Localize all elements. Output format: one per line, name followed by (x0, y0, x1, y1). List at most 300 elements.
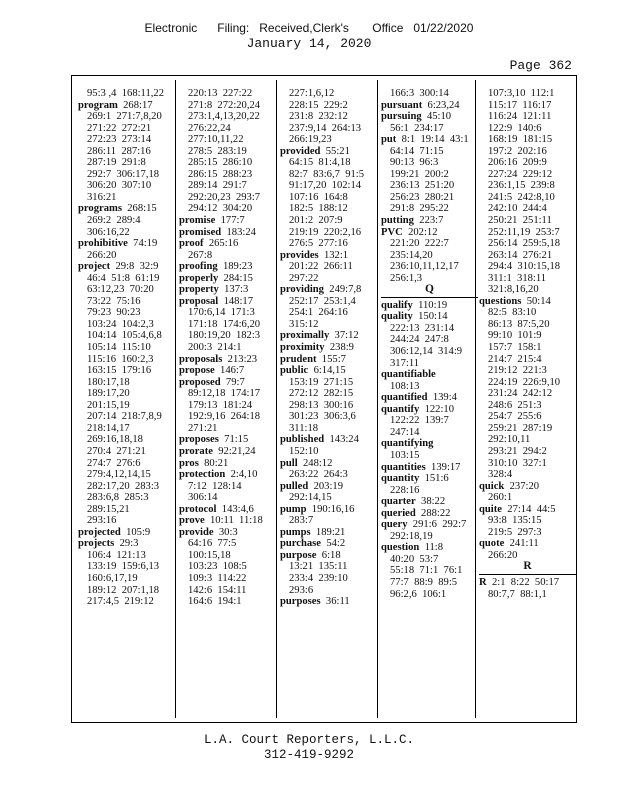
index-term: propose (179, 365, 215, 377)
index-refs: 139:17 (425, 461, 461, 473)
index-refs: 73:22 75:16 (87, 295, 141, 307)
index-refs: 79:23 90:23 (87, 307, 141, 319)
index-refs: 183:24 (221, 226, 256, 238)
index-refs: 233:4 239:10 (289, 572, 348, 584)
index-refs: 29:8 32:9 (110, 261, 159, 273)
index-term-line (381, 215, 482, 227)
index-refs: 6:14,15 (308, 365, 346, 377)
index-term-line (381, 227, 482, 239)
index-refs: 250:21 251:11 (488, 215, 552, 227)
index-ref-line (280, 446, 381, 458)
index-refs: 8:1 19:14 43:1 (396, 134, 469, 146)
index-term-line (78, 261, 179, 273)
index-ref-line (179, 585, 280, 597)
index-ref-line (479, 215, 580, 227)
index-term-line (179, 354, 280, 366)
index-term-line (280, 596, 381, 608)
index-ref-line (179, 388, 280, 400)
index-refs: 100:15,18 (188, 549, 231, 561)
index-term: pursuant (381, 99, 423, 111)
index-term: published (280, 434, 325, 446)
index-ref-line (479, 100, 580, 112)
index-ref-line (78, 319, 179, 331)
index-ref-line (179, 307, 280, 319)
index-refs: 86:13 87:5,20 (488, 318, 550, 330)
index-ref-line (479, 134, 580, 146)
index-refs: 271:22 272:21 (87, 122, 152, 134)
index-term-line (381, 473, 482, 485)
column-divider (276, 80, 277, 718)
index-ref-line (179, 111, 280, 123)
index-refs: 301:23 306:3,6 (289, 411, 356, 423)
index-term-line (179, 458, 280, 470)
index-ref-line (381, 323, 482, 335)
index-term-line (179, 227, 280, 239)
index-term: prove (179, 515, 205, 527)
index-refs: 311:1 318:11 (488, 272, 547, 284)
index-ref-line (381, 157, 482, 169)
index-ref-line (381, 415, 482, 427)
index-refs: 223:7 (413, 215, 444, 227)
index-refs: 80:21 (198, 457, 229, 469)
index-refs: 71:15 (218, 434, 249, 446)
index-refs: 40:20 53:7 (390, 553, 439, 565)
index-refs: 202:12 (402, 226, 438, 238)
index-refs: 200:3 214:1 (188, 342, 242, 354)
index-term-line (78, 527, 179, 539)
transcript-date: January 14, 2020 (246, 36, 372, 51)
index-term: quantify (381, 403, 420, 415)
index-refs: 13:21 135:11 (289, 561, 348, 573)
index-ref-line (479, 261, 580, 273)
index-refs: 311:18 (289, 422, 319, 434)
index-refs: 224:19 226:9,10 (488, 376, 561, 388)
index-refs: 219:19 220:2,16 (289, 226, 362, 238)
index-refs: 50:14 (521, 295, 551, 307)
index-refs: 166:3 300:14 (390, 88, 449, 99)
index-ref-line (381, 589, 482, 601)
index-refs: 271:21 (188, 422, 218, 434)
index-ref-line (78, 400, 179, 412)
index-term: programs (78, 203, 122, 215)
index-term: providing (280, 284, 324, 296)
index-refs: 263:22 264:3 (289, 469, 348, 481)
index-ref-line (479, 88, 580, 100)
index-ref-line (479, 589, 580, 601)
index-refs: 227:24 229:12 (488, 168, 553, 180)
index-term: project (78, 261, 111, 273)
index-refs: 7:12 128:14 (188, 480, 242, 492)
index-term: purchase (280, 538, 322, 550)
index-term: pump (280, 503, 307, 515)
index-term: queried (381, 507, 416, 519)
index-ref-line (179, 250, 280, 262)
index-refs: 286:15 288:23 (188, 168, 253, 180)
index-ref-line (179, 134, 280, 146)
index-refs: 274:7 276:6 (87, 457, 141, 469)
index-refs: 201:22 266:11 (289, 261, 353, 273)
index-term: quantity (381, 473, 420, 485)
index-ref-line (381, 485, 482, 497)
index-ref-line (78, 123, 179, 135)
index-refs: 213:23 (222, 353, 258, 365)
index-refs: 64:14 71:15 (390, 145, 444, 157)
index-refs: 293:6 (289, 584, 314, 596)
index-term-line (381, 100, 482, 112)
index-refs: 180:17,18 (87, 376, 130, 388)
index-refs: 289:14 291:7 (188, 180, 247, 192)
index-term: proofing (179, 261, 218, 273)
index-term: put (381, 134, 397, 146)
index-ref-line (479, 469, 580, 481)
index-ref-line (280, 573, 381, 585)
index-ref-line (78, 215, 179, 227)
index-term: quantities (381, 461, 426, 473)
index-refs: 132:1 (318, 249, 349, 261)
index-ref-line (479, 330, 580, 342)
index-ref-line (179, 423, 280, 435)
index-ref-line (280, 192, 381, 204)
index-term: pumps (280, 526, 311, 538)
index-refs: 266:20 (87, 249, 117, 261)
index-term: quarter (381, 496, 416, 508)
index-ref-line (179, 88, 280, 100)
index-ref-line (78, 411, 179, 423)
index-column-5 (479, 88, 580, 718)
index-ref-line (78, 307, 179, 319)
index-refs: 272:12 282:15 (289, 388, 354, 400)
index-ref-line (280, 273, 381, 285)
index-term: provide (179, 526, 214, 538)
index-ref-line (381, 88, 482, 100)
index-refs: 56:1 234:17 (390, 122, 444, 134)
index-refs: 190:16,16 (306, 503, 355, 515)
index-refs: 236:1,15 239:8 (488, 180, 555, 192)
index-refs: 155:7 (316, 353, 346, 365)
index-ref-line (78, 388, 179, 400)
index-ref-line (280, 411, 381, 423)
index-refs: 293:21 294:2 (488, 445, 547, 457)
index-refs: 171:18 174:6,20 (188, 318, 261, 330)
index-term-line (78, 203, 179, 215)
index-refs: 249:7,8 (323, 284, 362, 296)
index-ref-line (78, 492, 179, 504)
index-ref-line (179, 550, 280, 562)
index-ref-line (479, 157, 580, 169)
index-refs: 228:16 (390, 484, 420, 496)
index-term-line (179, 527, 280, 539)
index-ref-line (280, 388, 381, 400)
index-term-line (179, 273, 280, 285)
index-column-3 (280, 88, 381, 718)
index-ref-line (78, 342, 179, 354)
index-refs: 265:16 (203, 238, 239, 250)
index-ref-line (179, 492, 280, 504)
index-refs: 214:7 215:4 (488, 353, 542, 365)
index-ref-line (479, 307, 580, 319)
index-refs: 137:3 (218, 284, 249, 296)
index-term-line (381, 392, 482, 404)
index-refs: 151:6 (419, 473, 449, 485)
index-ref-line (381, 450, 482, 462)
index-ref-line (280, 261, 381, 273)
column-divider (175, 80, 176, 718)
index-refs: 292:7 306:17,18 (87, 168, 160, 180)
index-ref-line (78, 227, 179, 239)
index-term-line (479, 538, 580, 550)
index-ref-line (479, 434, 580, 446)
index-term-line (381, 438, 482, 450)
index-refs: 247:14 (390, 426, 420, 438)
index-ref-line (78, 596, 179, 608)
section-letter: R (523, 560, 532, 573)
index-refs: 2:4,10 (225, 469, 258, 481)
index-refs: 93:8 135:15 (488, 515, 542, 527)
index-term-line (179, 446, 280, 458)
index-refs: 263:14 276:21 (488, 249, 553, 261)
index-ref-line (280, 134, 381, 146)
index-refs: 291:8 295:22 (390, 203, 449, 215)
index-refs: 64:16 77:5 (188, 538, 237, 550)
index-ref-line (381, 169, 482, 181)
index-term: proposes (179, 434, 219, 446)
index-refs: 201:15,19 (87, 399, 130, 411)
index-refs: 153:19 271:15 (289, 376, 354, 388)
index-refs: 252:17 253:1,4 (289, 295, 356, 307)
index-ref-line (179, 180, 280, 192)
index-ref-line (78, 192, 179, 204)
index-term: pros (179, 457, 199, 469)
index-refs: 122:10 (419, 403, 455, 415)
index-refs: 189:17,20 (87, 388, 130, 400)
index-ref-line (179, 123, 280, 135)
column-divider (377, 80, 378, 718)
index-term: proximity (280, 342, 325, 354)
index-refs: 254:1 264:16 (289, 307, 348, 319)
index-refs: 293:16 (87, 515, 117, 527)
index-ref-line (78, 365, 179, 377)
index-term-line (280, 330, 381, 342)
index-term-line (381, 369, 482, 381)
index-term: protocol (179, 503, 217, 515)
index-ref-line (78, 481, 179, 493)
index-refs: 45:10 (421, 111, 452, 123)
index-ref-line (479, 458, 580, 470)
index-column-1 (78, 88, 179, 718)
index-term-line (381, 111, 482, 123)
index-refs: 286:11 287:16 (87, 145, 151, 157)
index-refs: 89:12,18 174:17 (188, 388, 261, 400)
index-refs: 92:21,24 (212, 445, 256, 457)
page-number: Page 362 (509, 58, 572, 73)
index-refs: 79:7 (220, 376, 245, 388)
index-refs: 266:20 (488, 549, 518, 561)
index-ref-line (280, 469, 381, 481)
index-refs: 218:14,17 (87, 422, 130, 434)
index-ref-line (78, 561, 179, 573)
index-ref-line (179, 400, 280, 412)
index-refs: 284:15 (218, 272, 253, 284)
index-term-line (78, 100, 179, 112)
index-term: qualify (381, 299, 413, 311)
index-refs: 321:8,16,20 (488, 284, 539, 296)
index-refs: 283:6,8 285:3 (87, 492, 149, 504)
index-refs: 217:4,5 219:12 (87, 596, 154, 608)
index-term-line (280, 146, 381, 158)
index-ref-line (381, 261, 482, 273)
index-term: proposals (179, 353, 223, 365)
index-term-line (381, 496, 482, 508)
index-refs: 292:14,15 (289, 492, 332, 504)
index-ref-line (78, 504, 179, 516)
index-refs: 197:2 202:16 (488, 145, 547, 157)
index-ref-line (179, 538, 280, 550)
index-refs: 2:1 8:22 50:17 (486, 576, 560, 588)
index-ref-line (479, 284, 580, 296)
index-refs: 273:1,4,13,20,22 (188, 111, 260, 123)
index-refs: 220:13 227:22 (188, 88, 253, 99)
index-term-line (381, 134, 482, 146)
index-refs: 146:7 (214, 365, 245, 377)
index-term: quote (479, 538, 505, 550)
index-refs: 219:12 221:3 (488, 365, 547, 377)
index-refs: 254:7 255:6 (488, 411, 542, 423)
index-ref-line (479, 354, 580, 366)
index-ref-line (78, 134, 179, 146)
index-refs: 241:11 (504, 538, 539, 550)
index-term: quantifying (381, 438, 434, 450)
index-ref-line (179, 481, 280, 493)
index-refs: 285:15 286:10 (188, 157, 253, 169)
index-term: projects (78, 538, 115, 550)
index-term-line (479, 577, 580, 589)
index-ref-line (78, 585, 179, 597)
index-term-line (280, 284, 381, 296)
index-ref-line (479, 365, 580, 377)
section-letter: Q (425, 283, 434, 296)
index-refs: 231:8 232:12 (289, 111, 348, 123)
index-term-line (179, 434, 280, 446)
index-refs: 90:13 96:3 (390, 157, 439, 169)
index-term-line (381, 311, 482, 323)
index-ref-line (381, 334, 482, 346)
index-refs: 283:7 (289, 515, 314, 527)
index-refs: 241:5 242:8,10 (488, 191, 555, 203)
index-ref-line (179, 192, 280, 204)
index-term: PVC (381, 226, 403, 238)
index-term-line (280, 342, 381, 354)
index-ref-line (78, 169, 179, 181)
index-term: query (381, 519, 408, 531)
index-ref-line (479, 319, 580, 331)
index-term: pursuing (381, 111, 422, 123)
index-ref-line (479, 123, 580, 135)
index-refs: 292:18,19 (390, 530, 433, 542)
index-ref-line (479, 492, 580, 504)
index-refs: 276:22,24 (188, 122, 231, 134)
index-term: R (479, 576, 487, 588)
index-refs: 189:21 (310, 526, 346, 538)
index-frame (71, 75, 577, 723)
index-refs: 221:20 222:7 (390, 238, 449, 250)
index-refs: 294:12 304:20 (188, 203, 253, 215)
index-refs: 29:3 (114, 538, 139, 550)
index-column-4 (381, 88, 482, 718)
index-ref-line (381, 203, 482, 215)
index-refs: 99:10 101:9 (488, 330, 542, 342)
index-ref-line (78, 330, 179, 342)
index-term: prudent (280, 353, 317, 365)
index-term: proposed (179, 376, 221, 388)
index-term: projected (78, 526, 121, 538)
index-ref-line (381, 577, 482, 589)
index-ref-line (280, 169, 381, 181)
index-refs: 160:6,17,19 (87, 572, 138, 584)
index-ref-line (381, 238, 482, 250)
index-refs: 107:16 164:8 (289, 191, 348, 203)
index-term-line (280, 550, 381, 562)
index-refs: 30:3 (213, 526, 238, 538)
index-ref-line (78, 111, 179, 123)
index-refs: 139:4 (427, 392, 457, 404)
index-term-line (78, 538, 179, 550)
index-term-line (381, 300, 482, 312)
index-refs: 306:16,22 (87, 226, 130, 238)
index-refs: 152:10 (289, 445, 319, 457)
index-ref-line (381, 346, 482, 358)
index-refs: 235:14,20 (390, 249, 433, 261)
index-ref-line (479, 250, 580, 262)
index-term: protection (179, 469, 226, 481)
index-term: quantifiable (381, 369, 436, 381)
index-ref-line (179, 411, 280, 423)
index-refs: 289:15,21 (87, 503, 130, 515)
index-refs: 105:9 (120, 526, 151, 538)
index-term-line (381, 462, 482, 474)
index-ref-line (479, 180, 580, 192)
index-refs: 248:12 (297, 457, 333, 469)
index-ref-line (179, 561, 280, 573)
index-ref-line (78, 446, 179, 458)
index-term-line (381, 508, 482, 520)
index-ref-line (179, 330, 280, 342)
index-ref-line (479, 423, 580, 435)
index-term-line (78, 238, 179, 250)
index-refs: 170:6,14 171:3 (188, 307, 255, 319)
index-refs: 103:23 108:5 (188, 561, 247, 573)
index-ref-line (280, 492, 381, 504)
index-term-line (280, 250, 381, 262)
index-refs: 269:16,18,18 (87, 434, 143, 446)
index-ref-line (78, 458, 179, 470)
index-refs: 270:4 271:21 (87, 445, 146, 457)
index-refs: 6:23,24 (422, 99, 460, 111)
index-refs: 228:15 229:2 (289, 99, 348, 111)
index-refs: 237:20 (504, 480, 540, 492)
index-refs: 108:13 (390, 380, 420, 392)
index-ref-line (479, 238, 580, 250)
index-term: public (280, 365, 309, 377)
index-refs: 328:4 (488, 469, 513, 481)
index-refs: 37:12 (329, 330, 359, 342)
index-refs: 54:2 (321, 538, 346, 550)
index-ref-line (280, 180, 381, 192)
index-refs: 266:19,23 (289, 134, 332, 146)
index-refs: 252:11,19 253:7 (488, 226, 560, 238)
index-refs: 109:3 114:22 (188, 572, 247, 584)
index-term: purpose (280, 549, 317, 561)
index-refs: 306:12,14 314:9 (390, 346, 463, 358)
